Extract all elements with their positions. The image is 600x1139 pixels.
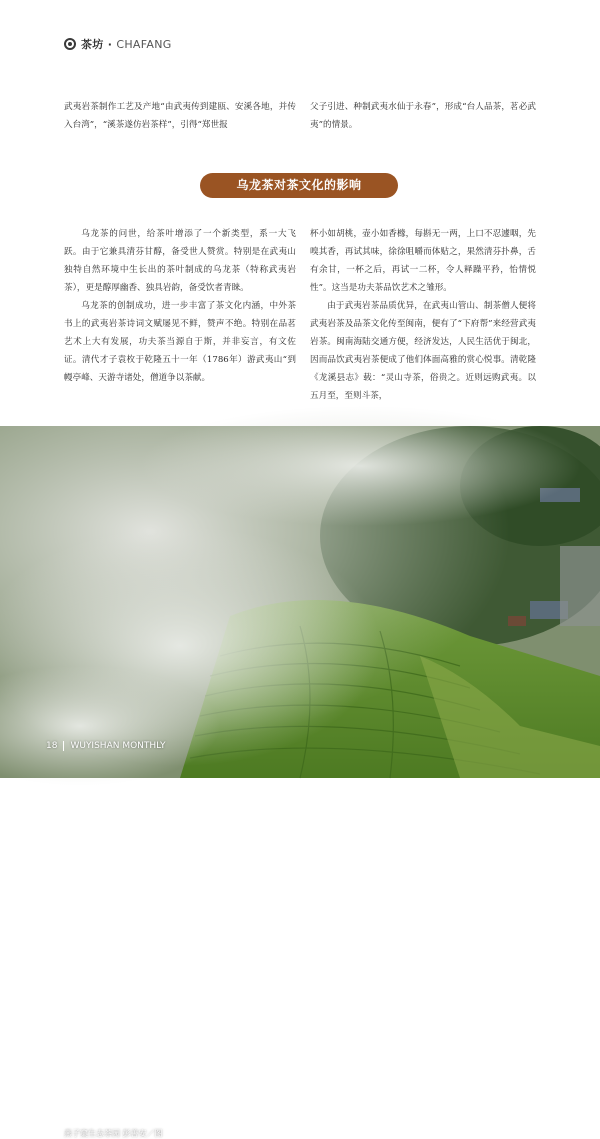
page-footer bbox=[46, 741, 166, 751]
body-right-column bbox=[310, 225, 536, 405]
top-left-column bbox=[64, 98, 296, 134]
page-number: 18 bbox=[46, 741, 58, 751]
body-paragraph: 杯小如胡桃，壶小如香橼，每斟无一两，上口不忍遽咽，先嗅其香，再试其味，徐徐咀嚼而体贴之，果然清芬扑鼻，舌有余甘，一杯之后，再试一二杯，令人释躁平矜，怡情悦性”。这当是功夫茶品饮艺术之雏形。 bbox=[310, 229, 536, 293]
magazine-name: WUYISHAN MONTHLY bbox=[70, 741, 166, 751]
body-paragraph: 由于武夷岩茶品质优异，在武夷山管山、制茶僧人便将武夷岩茶及品茶文化传至闽南，便有了“下府帮”来经营武夷岩茶。闽南海陆交通方便，经济发达，人民生活优于闽北，因而品饮武夷岩茶便成了他们体面高雅的赏心悦事。清乾隆《龙溪县志》载：“灵山寺茶，俗贵之。近则远购武夷。以五月至，至则斗茶， bbox=[310, 301, 536, 401]
body-left-column bbox=[64, 225, 296, 387]
body-paragraph: 乌龙茶的创制成功，进一步丰富了茶文化内涵，中外茶书上的武夷岩茶诗词文赋屡见不鲜，赞声不绝。特别在品茗艺术上大有发展，功夫茶当源自于斯，并非妄言，有文佐证。清代才子袁枚于乾隆五十一年（1786年）游武夷山“到幔亭峰、天游寺诸处，僧道争以茶献。 bbox=[64, 301, 296, 383]
top-right-column bbox=[310, 98, 536, 134]
section-separator: · bbox=[107, 38, 113, 51]
section-title-banner: 乌龙茶对茶文化的影响 bbox=[200, 173, 398, 198]
top-right-paragraph: 父子引进、种制武夷水仙于永春”，形成“台人品茶，茗必武夷”的情景。 bbox=[310, 102, 536, 130]
photo-illustration bbox=[0, 426, 600, 778]
footer-divider bbox=[63, 741, 64, 751]
top-left-paragraph: 武夷岩茶制作工艺及产地“由武夷传到建瓯、安溪各地，并传入台湾”，“溪茶遂仿岩茶样”，引得“郑世报 bbox=[64, 102, 296, 130]
page-header bbox=[64, 36, 172, 52]
section-label bbox=[81, 36, 172, 52]
photo-caption: 燕子窠生态茶园 彭善安／图 bbox=[64, 1129, 163, 1138]
magazine-logo-icon bbox=[64, 38, 76, 50]
tea-garden-aerial-photo bbox=[0, 426, 600, 1138]
section-name-zh: 茶坊 bbox=[81, 38, 104, 51]
body-paragraph: 乌龙茶的问世，给茶叶增添了一个新类型，系一大飞跃。由于它兼具清芬甘醇，备受世人赞赏。特别是在武夷山独特自然环境中生长出的茶叶制成的乌龙茶（特称武夷岩茶），更是醇厚幽香、独具岩韵，备受饮者青睐。 bbox=[64, 229, 296, 293]
section-name-en: CHAFANG bbox=[116, 38, 172, 51]
